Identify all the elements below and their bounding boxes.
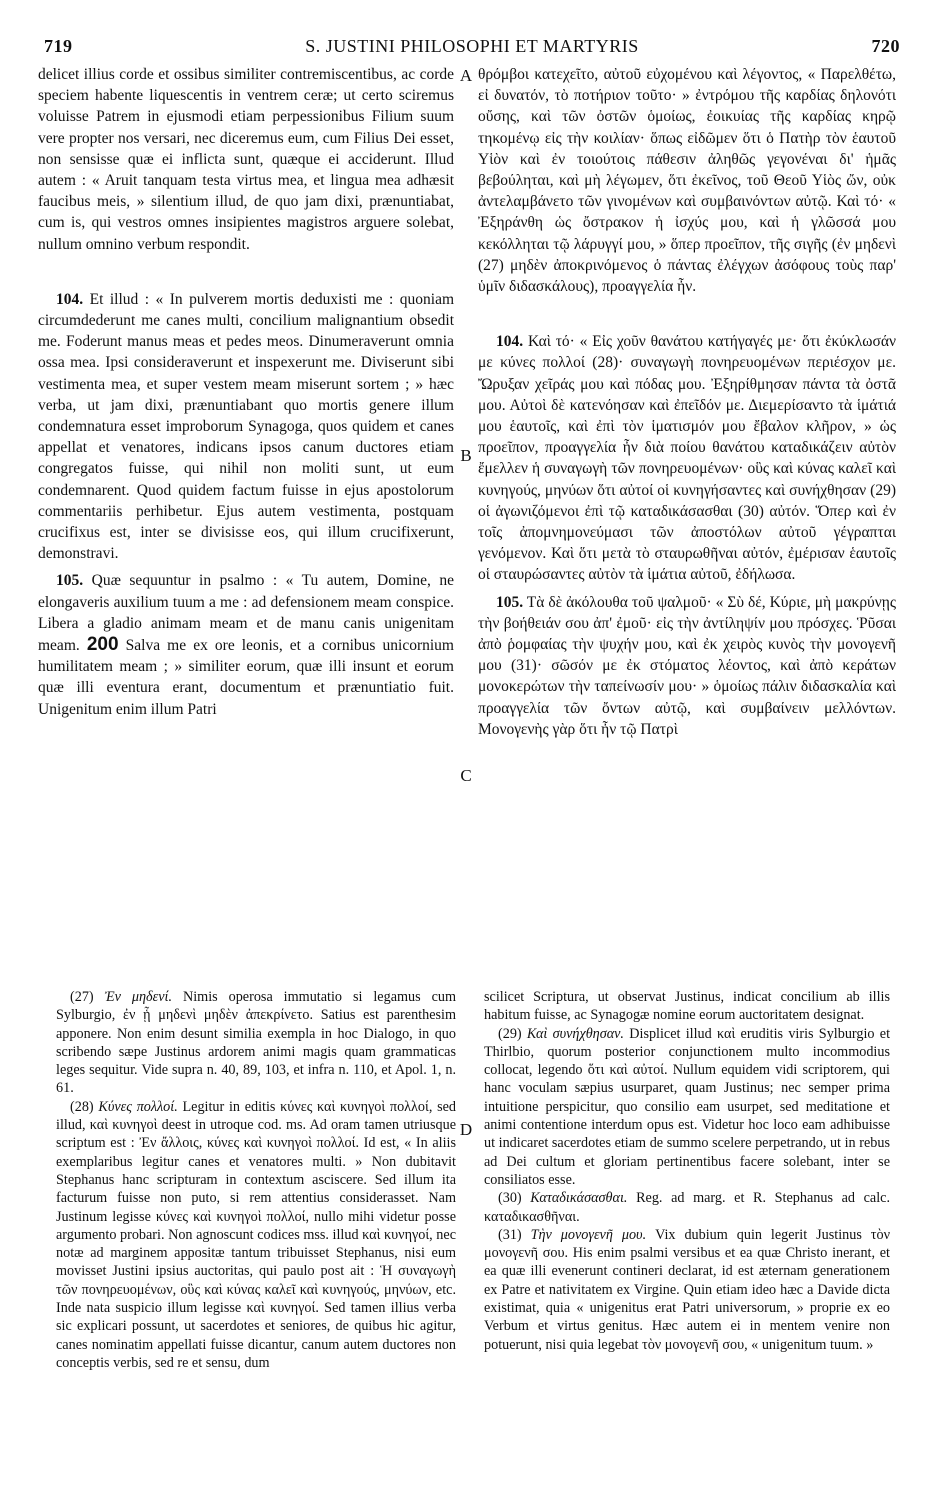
page-header xyxy=(44,36,900,60)
footnote-text: Vix dubium quin legerit Justinus τὸν μονογενῆ σου. His enim psalmi versibus et ea quæ Christo inerant, et ea quæ illi evenerunt contineri declarat, id est æternam generationem ex Patre et nativitatem ex Virgine. Quin etiam ideo hæc a Davide dicta existimat, quia « unigenitus erat Patri universorum, » proprie ex eo Verbum et virtus genitus. Hæc autem ei in mentem venire non potuerunt, nisi quia legebat τὸν μονογενῆ σου, « unigenitum tuum. » xyxy=(484,1226,890,1353)
footnote-label: (29) xyxy=(498,1025,522,1042)
footnotes-left xyxy=(56,988,456,1493)
greek-paragraph-104 xyxy=(478,331,896,585)
latin-text-105a: Quæ sequuntur in psalmo : « Tu autem, Domine, ne elongaveris auxilium tuum a me : ad defensionem meam conspice. Libera a gladio animam meam et de manu canis unigenitam meam. xyxy=(38,572,454,655)
footnote-label: (28) xyxy=(70,1098,94,1115)
footnote-text: Reg. ad marg. et R. Stephanus ad calc. καταδικασθῆναι. xyxy=(484,1190,890,1225)
footnote-lemma: Ἐν μηδενί. xyxy=(104,989,173,1005)
margin-marker-a: A xyxy=(459,66,473,85)
greek-text-104: Καὶ τό· « Εἰς χοῦν θανάτου κατήγαγές με· ὅτι ἐκύκλωσάν με κύνες πολλοί (28)· συναγωγὴ πονηρευομένων περιέσχον με. Ὤρυξαν χεῖράς μου καὶ πόδας μου. Ἐξηρίθμησαν πάντα τὰ ὀστᾶ μου. Αὐτοὶ δὲ κατενόησαν καὶ ἐπεῖδόν με. Διεμερίσαντο τὰ ἱμάτιά μου ἑαυτοῖς, καὶ ἐπὶ τὸν ἱματισμόν μου ἔβαλον κλῆρον, » ὡς προεῖπον, προαγγελία ἦν διὰ ποίου θανάτου καταδικάζειν αὐτὸν ἔμελλεν ἡ συναγωγὴ τῶν πονηρευομένων· οὓς καὶ κύνας καλεῖ καὶ κυνηγούς, μηνύων ὅτι αὐτοί οἱ κυνηγήσαντες καὶ συνήχθησαν (29) οἱ ἀγωνιζόμενοι ἐπὶ τῷ καταδικάσασθαι (30) αὐτόν. Ὅπερ καὶ ἐν τοῖς ἀπομνημονεύμασι τῶν ἀποστόλων αὐτοῦ γέγραπται γενόμενον. Καὶ ὅτι μετὰ τὸ σταυρωθῆναι αὐτόν, ἐμέρισαν ἑαυτοῖς οἱ σταυρώσαντες αὐτὸν τὰ ἱμάτια αὐτοῦ, ἐδήλωσα. xyxy=(478,333,896,584)
footnote-text: Legitur in editis κύνες καὶ κυνηγοὶ πολλοί, sed illud, καὶ κυνηγοὶ deest in utroque cod. ms. Ad oram tamen utriusque scriptum est : Ἐν ἄλλοις, κύνες καὶ κυνηγοὶ πολλοί. Id est, « In aliis exemplaribus legitur canes et venatores multi. » Non dubitavit Stephanus hanc scripturam in contextum asciscere. Sed illum ita facturum fuisse non puto, si rem attentius considerasset. Nam Justinum legisse κύνες καὶ κυνηγοὶ πολλοί, nullo mihi videtur posse argumento probari. Non agnoscunt codices mss. illud καὶ κυνηγοί, nec notæ ad marginem appositæ tantum tribuisset Stephanus, nisi eum movisset Justini ipsius auctoritas, qui paulo post ait : Ἡ συναγωγὴ τῶν πονηρευομένων, οὓς καὶ κύνας καλεῖ καὶ κυνηγούς, μηνύων, etc. Inde nata suspicio illum legisse καὶ κυνηγοί. Sed tamen illius verba sic explicari possunt, ut sacerdotes et seniores, de quibus hic agitur, canes nominatim appellati fuisse dicantur, canum autem ductores non conceptis verbis, sed re et sensu, dum xyxy=(56,1098,456,1371)
section-number: 105. xyxy=(56,572,84,590)
section-number: 104. xyxy=(56,290,84,308)
greek-paragraph-1: θρόμβοι κατεχεῖτο, αὐτοῦ εὐχομένου καὶ λέγοντος, « Παρελθέτω, εἰ δυνατόν, τὸ ποτήριον τοῦτο· » ἐντρόμου τῆς καρδίας δηλονότι οὔσης, καὶ τῶν ὀστῶν ὁμοίως, ἐοικυίας τῆς καρδίας κηρῷ τηκομένῳ εἰς τὴν κοιλίαν· ὅπως εἰδῶμεν ὅτι ὁ Πατὴρ τὸν ἑαυτοῦ Υἱὸν καὶ ἐν τοιούτοις πάθεσιν ἀληθῶς γεγονέναι δι' ἡμᾶς βεβούληται, καὶ μὴ λέγωμεν, ὅτι ἐκεῖνος, τοῦ Θεοῦ Υἱὸς ὤν, οὐκ ἀντελαμβάνετο τῶν γινομένων καὶ συμβαινόντων αὐτῷ. Καὶ τό· « Ἐξηράνθη ὡς ὄστρακον ἡ ἰσχύς μου, καὶ ἡ γλῶσσά μου κεκόλληται τῷ λάρυγγί μου, » ὅπερ προεῖπον, τῆς σιγῆς (ἐν μηδενὶ (27) μηδὲν ἀποκρινόμενος ὁ πάντας ἐλέγχων ἀσόφους τοὺς παρ' ὑμῖν διδασκάλους), προαγγελία ἦν. xyxy=(478,66,896,296)
footnote-30 xyxy=(484,1189,890,1226)
footnote-text: Nimis operosa immutatio si legamus cum Sylburgio, ἐν ᾗ μηδενὶ μηδὲν ἀπεκρίνετο. Satius est parenthesim apponere. Non enim desunt similia exempla in hoc Dialogo, in quo scribendo sæpe Justinus ardorem animi magis quam grammaticas leges sequitur. Vide supra n. 40, 89, 103, et infra n. 110, et Apol. 1, n. 61. xyxy=(56,989,456,1097)
greek-text-105: Τὰ δὲ ἀκόλουθα τοῦ ψαλμοῦ· « Σὺ δέ, Κύριε, μὴ μακρύνῃς τὴν βοήθειάν σου ἀπ' ἐμοῦ· εἰς τὴν ἀντίληψίν μου πρόσχες. Ῥῦσαι ἀπὸ ῥομφαίας τὴν ψυχήν μου, καὶ ἐκ χειρὸς κυνὸς τὴν μονογενῆ μου (31)· σῶσόν με ἐκ στόματος λέοντος, καὶ ἀπὸ κεράτων μονοκερώτων τὴν ταπείνωσίν μου· » ὁμοίως πάλιν διδασκαλία καὶ προαγγελία τῶν ὄντων αὐτῷ, καὶ συμβαίνειν μελλόντων. Μονογενὴς γὰρ ὅτι ἦν τῷ Πατρὶ xyxy=(478,593,896,738)
footnote-28 xyxy=(56,1098,456,1372)
latin-paragraph-105 xyxy=(38,570,454,719)
greek-column xyxy=(478,64,896,954)
latin-paragraph-104 xyxy=(38,289,454,565)
greek-paragraph-105 xyxy=(478,592,896,740)
footnote-text: Displicet illud καὶ eruditis viris Sylburgio et Thirlbio, quorum posterior conjunctionem multo incommodius collocat, legendo ὅτι καὶ αὐτοί. Nullum equidem vidi scriptorem, qui hanc voculam sæpius usurparet, quam Justinus; nec semper prima intuitione perspicitur, quo consilio eam usurpet, sed meditatione et animi contentione interdum opus est. Videtur hoc loco eam adhibuisse ut indicaret sacerdotes etiam de summo scelere perpetrando, ut in rebus ad Dei cultum et gloriam pertinentibus facere solebant, inter se consiliatos esse. xyxy=(484,1025,890,1188)
margin-marker-c: C xyxy=(460,766,472,785)
page-number-left: 719 xyxy=(44,36,73,56)
footnote-29 xyxy=(484,1025,890,1190)
margin-marker-b: B xyxy=(460,446,472,465)
latin-text-105b: Salva me ex ore leonis, et a cornibus unicornium humilitatem meam ; » similiter eorum, quæ illi insunt et eorum quæ illi eventura erant, documentum et prænuntiatio fuit. Unigenitum enim illum Patri xyxy=(38,637,454,718)
footnote-label: (31) xyxy=(498,1226,522,1243)
footnote-lemma: Κύνες πολλοί. xyxy=(98,1098,178,1115)
footnote-label: (27) xyxy=(70,989,94,1005)
footnote-continuation: scilicet Scriptura, ut observat Justinus, indicat concilium ab illis habitum fuisse, ac Synagogæ nomine eorum auctoritatem designat. xyxy=(484,989,890,1024)
footnote-31 xyxy=(484,1226,890,1354)
footnote-lemma: Καὶ συνήχθησαν. xyxy=(526,1025,624,1042)
section-number: 105. xyxy=(496,593,524,611)
footnote-lemma: Τὴν μονογενῆ μου. xyxy=(530,1226,647,1243)
page-number-right: 720 xyxy=(871,36,900,56)
margin-marker-d: D xyxy=(459,1120,473,1139)
footnote-label: (30) xyxy=(498,1190,522,1207)
latin-text-104: Et illud : « In pulverem mortis deduxisti me : quoniam circumdederunt me canes multi, concilium malignantium obsedit me. Foderunt manus meas et pedes meos. Dinumeraverunt omnia ossa mea. Ipsi consideraverunt et inspexerunt me. Diviserunt sibi vestimenta mea, et super vestem meam miserunt sortem ; » hæc verba, ut jam dixi, prænuntiabant quo mortis genere illum condemnatura esset improborum Synagoga, quos quidem et canes appellat et venatores, indicans ipsos canum ductores etiam congregatos fuisse, qui nihil non moliti sunt, ut eum condemnarent. Quod quidem factum fuisse in ejus apostolorum commentariis perhibetur. Ejus autem vestimenta, postquam crucifixus est, inter se divisisse eos, qui illum crucifixerunt, demonstravi. xyxy=(38,290,454,563)
footnote-27 xyxy=(56,988,456,1098)
footnote-lemma: Καταδικάσασθαι. xyxy=(530,1190,628,1207)
edition-page-marker: 200 xyxy=(86,634,119,656)
section-number: 104. xyxy=(496,333,524,351)
latin-paragraph-1: delicet illius corde et ossibus similiter contremiscentibus, ac corde speciem habente liquescentis in ventrem ceræ; ut certo sciremus voluisse Patrem in ejusmodi etiam perpessionibus Filium suum vere propter nos versari, nec diceremus eum, cum Filius Dei esset, non sensisse quæ ei inflicta sunt, quæque ei acciderunt. Illud autem : « Aruit tanquam testa virtus mea, et lingua mea adhæsit faucibus meis, » silentium illud, de quo jam dixi, prænuntiabat, cum is, qui vestros omnes insipientes magistros arguere solebat, nullum omnino verbum respondit. xyxy=(38,66,454,253)
running-title: S. JUSTINI PHILOSOPHI ET MARTYRIS xyxy=(305,36,639,56)
latin-column xyxy=(38,64,454,954)
footnotes-right xyxy=(484,988,890,1493)
